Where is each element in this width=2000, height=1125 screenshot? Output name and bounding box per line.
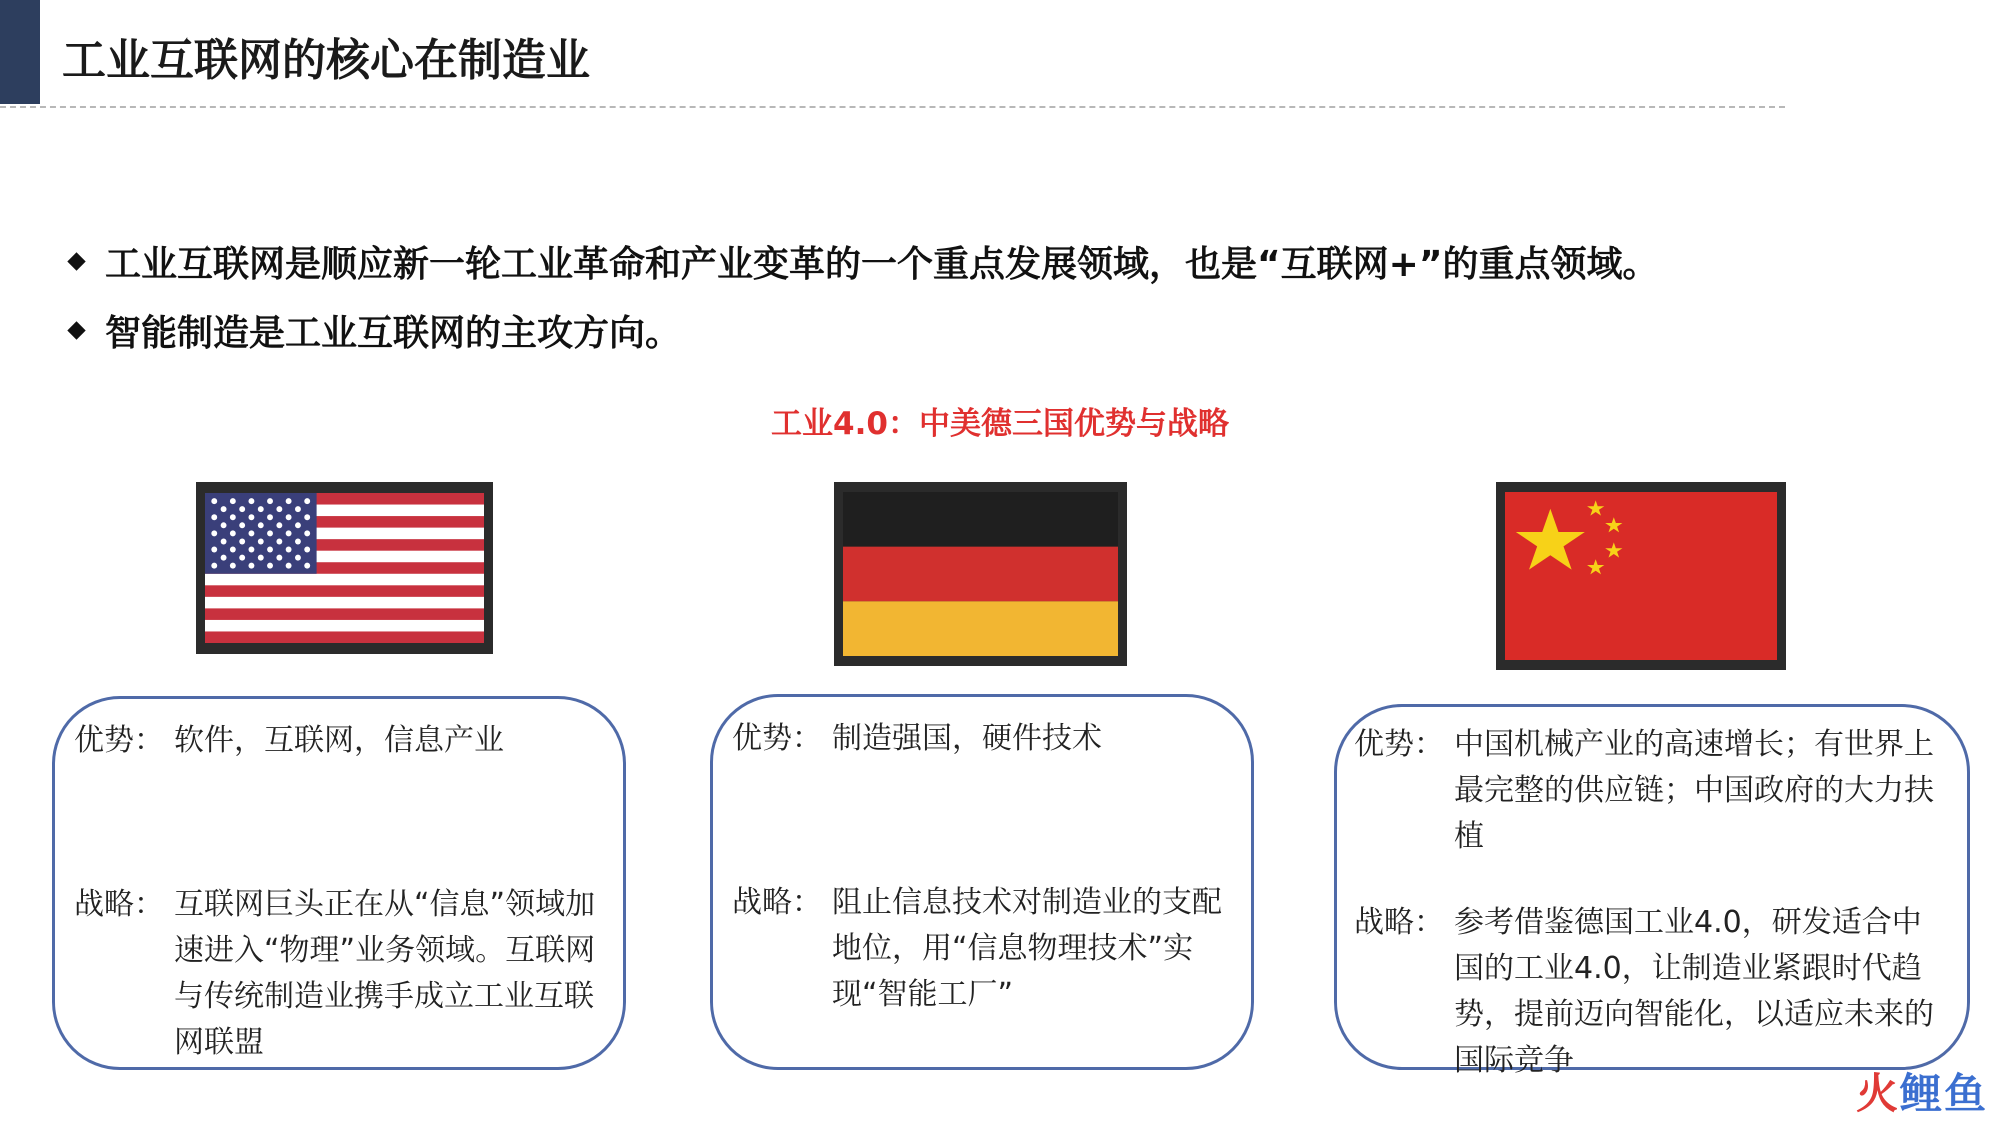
china-advantage-row xyxy=(1354,722,1940,860)
usa-flag-star xyxy=(239,555,245,561)
usa-flag-star xyxy=(267,514,273,520)
usa-flag-star xyxy=(267,498,273,504)
advantage-text: 软件，互联网，信息产业 xyxy=(174,723,504,758)
usa-flag-star xyxy=(304,563,310,569)
strategy-text: 互联网巨头正在从“信息”领域加速进入“物理”业务领域。互联网与传统制造业携手成立工业互联网联盟 xyxy=(174,887,596,1060)
strategy-text: 参考借鉴德国工业4.0，研发适合中国的工业4.0，让制造业紧跟时代趋势，提前迈向智能化，以适应未来的国际竞争 xyxy=(1454,905,1934,1078)
title-divider xyxy=(0,106,1785,108)
usa-flag-star xyxy=(211,498,217,504)
usa-flag-star xyxy=(286,530,292,536)
usa-flag-star xyxy=(258,506,264,512)
usa-flag-star xyxy=(230,530,236,536)
usa-flag-star xyxy=(221,522,227,528)
usa-flag-star xyxy=(286,563,292,569)
usa-flag-star xyxy=(221,506,227,512)
bullet-item xyxy=(70,236,1659,287)
usa-flag-star xyxy=(276,538,282,544)
usa-flag-star xyxy=(248,547,254,553)
usa-flag-star xyxy=(276,506,282,512)
usa-flag-star xyxy=(248,563,254,569)
usa-flag-star xyxy=(258,522,264,528)
usa-flag-star xyxy=(276,522,282,528)
usa-flag-star xyxy=(258,555,264,561)
advantage-label: 优势： xyxy=(732,721,822,756)
usa-flag-star xyxy=(267,563,273,569)
usa-flag-star xyxy=(230,498,236,504)
usa-flag-star xyxy=(286,498,292,504)
usa-flag-star xyxy=(239,522,245,528)
brand-watermark xyxy=(1856,1061,1988,1121)
advantage-text: 制造强国，硬件技术 xyxy=(832,721,1102,756)
china-strategy-row xyxy=(1354,900,1940,1084)
diamond-bullet-icon xyxy=(67,321,85,339)
diamond-bullet-icon xyxy=(67,252,85,270)
title-accent-bar xyxy=(0,0,40,104)
usa-flag-star xyxy=(230,514,236,520)
usa-flag-star xyxy=(295,538,301,544)
strategy-text: 阻止信息技术对制造业的支配地位，用“信息物理技术”实现“智能工厂” xyxy=(832,885,1222,1012)
usa-flag-star xyxy=(221,555,227,561)
strategy-label: 战略： xyxy=(74,887,164,922)
usa-flag-star xyxy=(248,530,254,536)
china-flag-icon xyxy=(1496,482,1786,670)
usa-flag-star xyxy=(304,514,310,520)
usa-flag-star xyxy=(295,555,301,561)
germany-flag-icon xyxy=(834,482,1127,666)
usa-flag-star xyxy=(248,498,254,504)
usa-strategy-row xyxy=(74,882,604,1066)
usa-flag-star xyxy=(239,538,245,544)
page-title: 工业互联网的核心在制造业 xyxy=(62,35,590,86)
bullet-text: 智能制造是工业互联网的主攻方向。 xyxy=(105,313,682,354)
usa-flag-star xyxy=(211,547,217,553)
usa-flag-star xyxy=(276,555,282,561)
usa-flag-star xyxy=(286,547,292,553)
usa-flag-star xyxy=(267,530,273,536)
usa-flag-star xyxy=(258,538,264,544)
usa-flag-star xyxy=(304,498,310,504)
advantage-label: 优势： xyxy=(1354,727,1444,762)
usa-advantage-row xyxy=(74,718,594,764)
strategy-label: 战略： xyxy=(1354,905,1444,940)
usa-flag-star xyxy=(239,506,245,512)
advantage-text: 中国机械产业的高速增长；有世界上最完整的供应链；中国政府的大力扶植 xyxy=(1454,727,1934,854)
strategy-label: 战略： xyxy=(732,885,822,920)
watermark-part-2: 鲤鱼 xyxy=(1899,1069,1988,1118)
section-subtitle: 工业4.0：中美德三国优势与战略 xyxy=(771,406,1229,442)
usa-flag-star xyxy=(286,514,292,520)
germany-strategy-row xyxy=(732,880,1232,1018)
usa-flag-star xyxy=(230,563,236,569)
usa-flag-star xyxy=(248,514,254,520)
usa-flag-star xyxy=(304,547,310,553)
germany-advantage-row xyxy=(732,716,1232,762)
watermark-part-1: 火 xyxy=(1855,1069,1900,1118)
bullet-item xyxy=(70,305,681,356)
usa-flag-star xyxy=(267,547,273,553)
usa-flag-star xyxy=(211,514,217,520)
usa-flag-star xyxy=(221,538,227,544)
usa-flag-star xyxy=(295,522,301,528)
advantage-label: 优势： xyxy=(74,723,164,758)
usa-flag-star xyxy=(211,563,217,569)
usa-flag-icon xyxy=(196,482,493,654)
usa-flag-star xyxy=(230,547,236,553)
usa-flag-star xyxy=(295,506,301,512)
usa-flag-star xyxy=(211,530,217,536)
usa-flag-star xyxy=(304,530,310,536)
bullet-text: 工业互联网是顺应新一轮工业革命和产业变革的一个重点发展领域，也是“互联网+”的重点领域。 xyxy=(105,244,1659,285)
